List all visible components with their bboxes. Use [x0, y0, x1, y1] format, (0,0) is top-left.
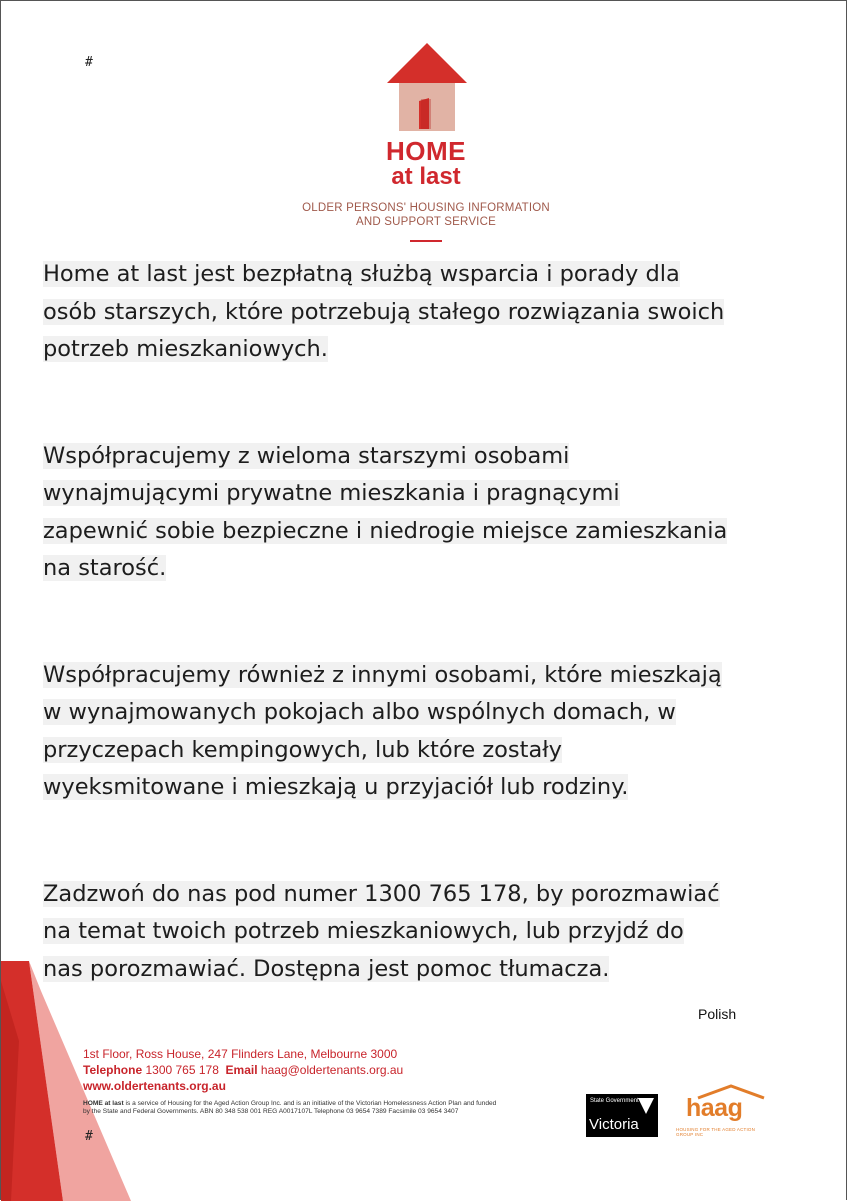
paragraph-contact-text: Zadzwoń do nas pod numer 1300 765 178, by porozmawiać na temat twoich potrzeb mieszkaniowych, lub przyjdź do nas porozmawiać. Dostępna jest pomoc tłumacza.: [43, 880, 720, 982]
logo-title-home: HOME: [386, 136, 466, 166]
email-label: Email: [225, 1063, 258, 1077]
victoria-small-text: State Government: [590, 1098, 639, 1104]
footer-contact: [83, 1046, 523, 1117]
haag-strapline: HOUSING FOR THE AGED ACTION GROUP INC: [676, 1127, 756, 1137]
language-label: Polish: [698, 1006, 737, 1022]
logo-tagline-line2: AND SUPPORT SERVICE: [356, 216, 496, 228]
paragraph-intro: [43, 256, 833, 369]
paragraph-other-housing-text: Współpracujemy również z innymi osobami, które mieszkają w wynajmowanych pokojach albo wspólnych domach, w przyczepach kempingowych, lub które zostały wyeksmitowane i mieszkają u przyjaciół lub rodziny.: [43, 661, 722, 800]
footer-fine-print: [83, 1100, 503, 1117]
fine-print-brand: HOME at last: [83, 1100, 124, 1107]
paragraph-private-renters-text: Współpracujemy z wieloma starszymi osobami wynajmującymi prywatne mieszkania i pragnącymi zapewnić sobie bezpieczne i niedrogie miejsce zamieszkania na starość.: [43, 442, 728, 581]
footer-address: 1st Floor, Ross House, 247 Flinders Lane, Melbourne 3000: [83, 1047, 398, 1061]
telephone-number: 1300 765 178: [145, 1063, 219, 1077]
paragraph-contact: [43, 876, 833, 989]
logo-title-at-last: at last: [391, 163, 461, 190]
paragraph-intro-text: Home at last jest bezpłatną służbą wsparcia i porady dla osób starszych, które potrzebują stałego rozwiązania swoich potrzeb mieszkaniowych.: [43, 261, 725, 362]
house-icon: [385, 41, 469, 133]
logo-tagline: [281, 201, 571, 229]
logo-tagline-line1: OLDER PERSONS' HOUSING INFORMATION: [302, 202, 550, 214]
haag-logo: [676, 1084, 771, 1139]
footer-phone-email-line: [83, 1062, 523, 1078]
fine-print-text: is a service of Housing for the Aged Action Group Inc. and is an initiative of the Victorian Homelessness Action Plan and funded by the State and Federal Governments. ABN 80 348 538 001 REG A0017107L Telephone 03 9654 7389 Facsimile 03 9654 3407: [83, 1100, 497, 1116]
victoria-government-logo: [586, 1094, 658, 1137]
body-text: [43, 256, 833, 1057]
top-hash-marker: #: [85, 55, 93, 70]
home-at-last-logo: [281, 41, 571, 256]
paragraph-private-renters: [43, 438, 833, 588]
haag-wordmark: haag: [686, 1094, 743, 1122]
telephone-label: Telephone: [83, 1063, 143, 1077]
logo-divider: [410, 240, 442, 242]
paragraph-other-housing: [43, 657, 833, 807]
website-link[interactable]: www.oldertenants.org.au: [83, 1079, 226, 1093]
victoria-name: Victoria: [589, 1116, 639, 1133]
email-address[interactable]: haag@oldertenants.org.au: [260, 1063, 404, 1077]
bottom-hash-marker: #: [85, 1129, 93, 1144]
victoria-stars-icon: [636, 1096, 656, 1116]
